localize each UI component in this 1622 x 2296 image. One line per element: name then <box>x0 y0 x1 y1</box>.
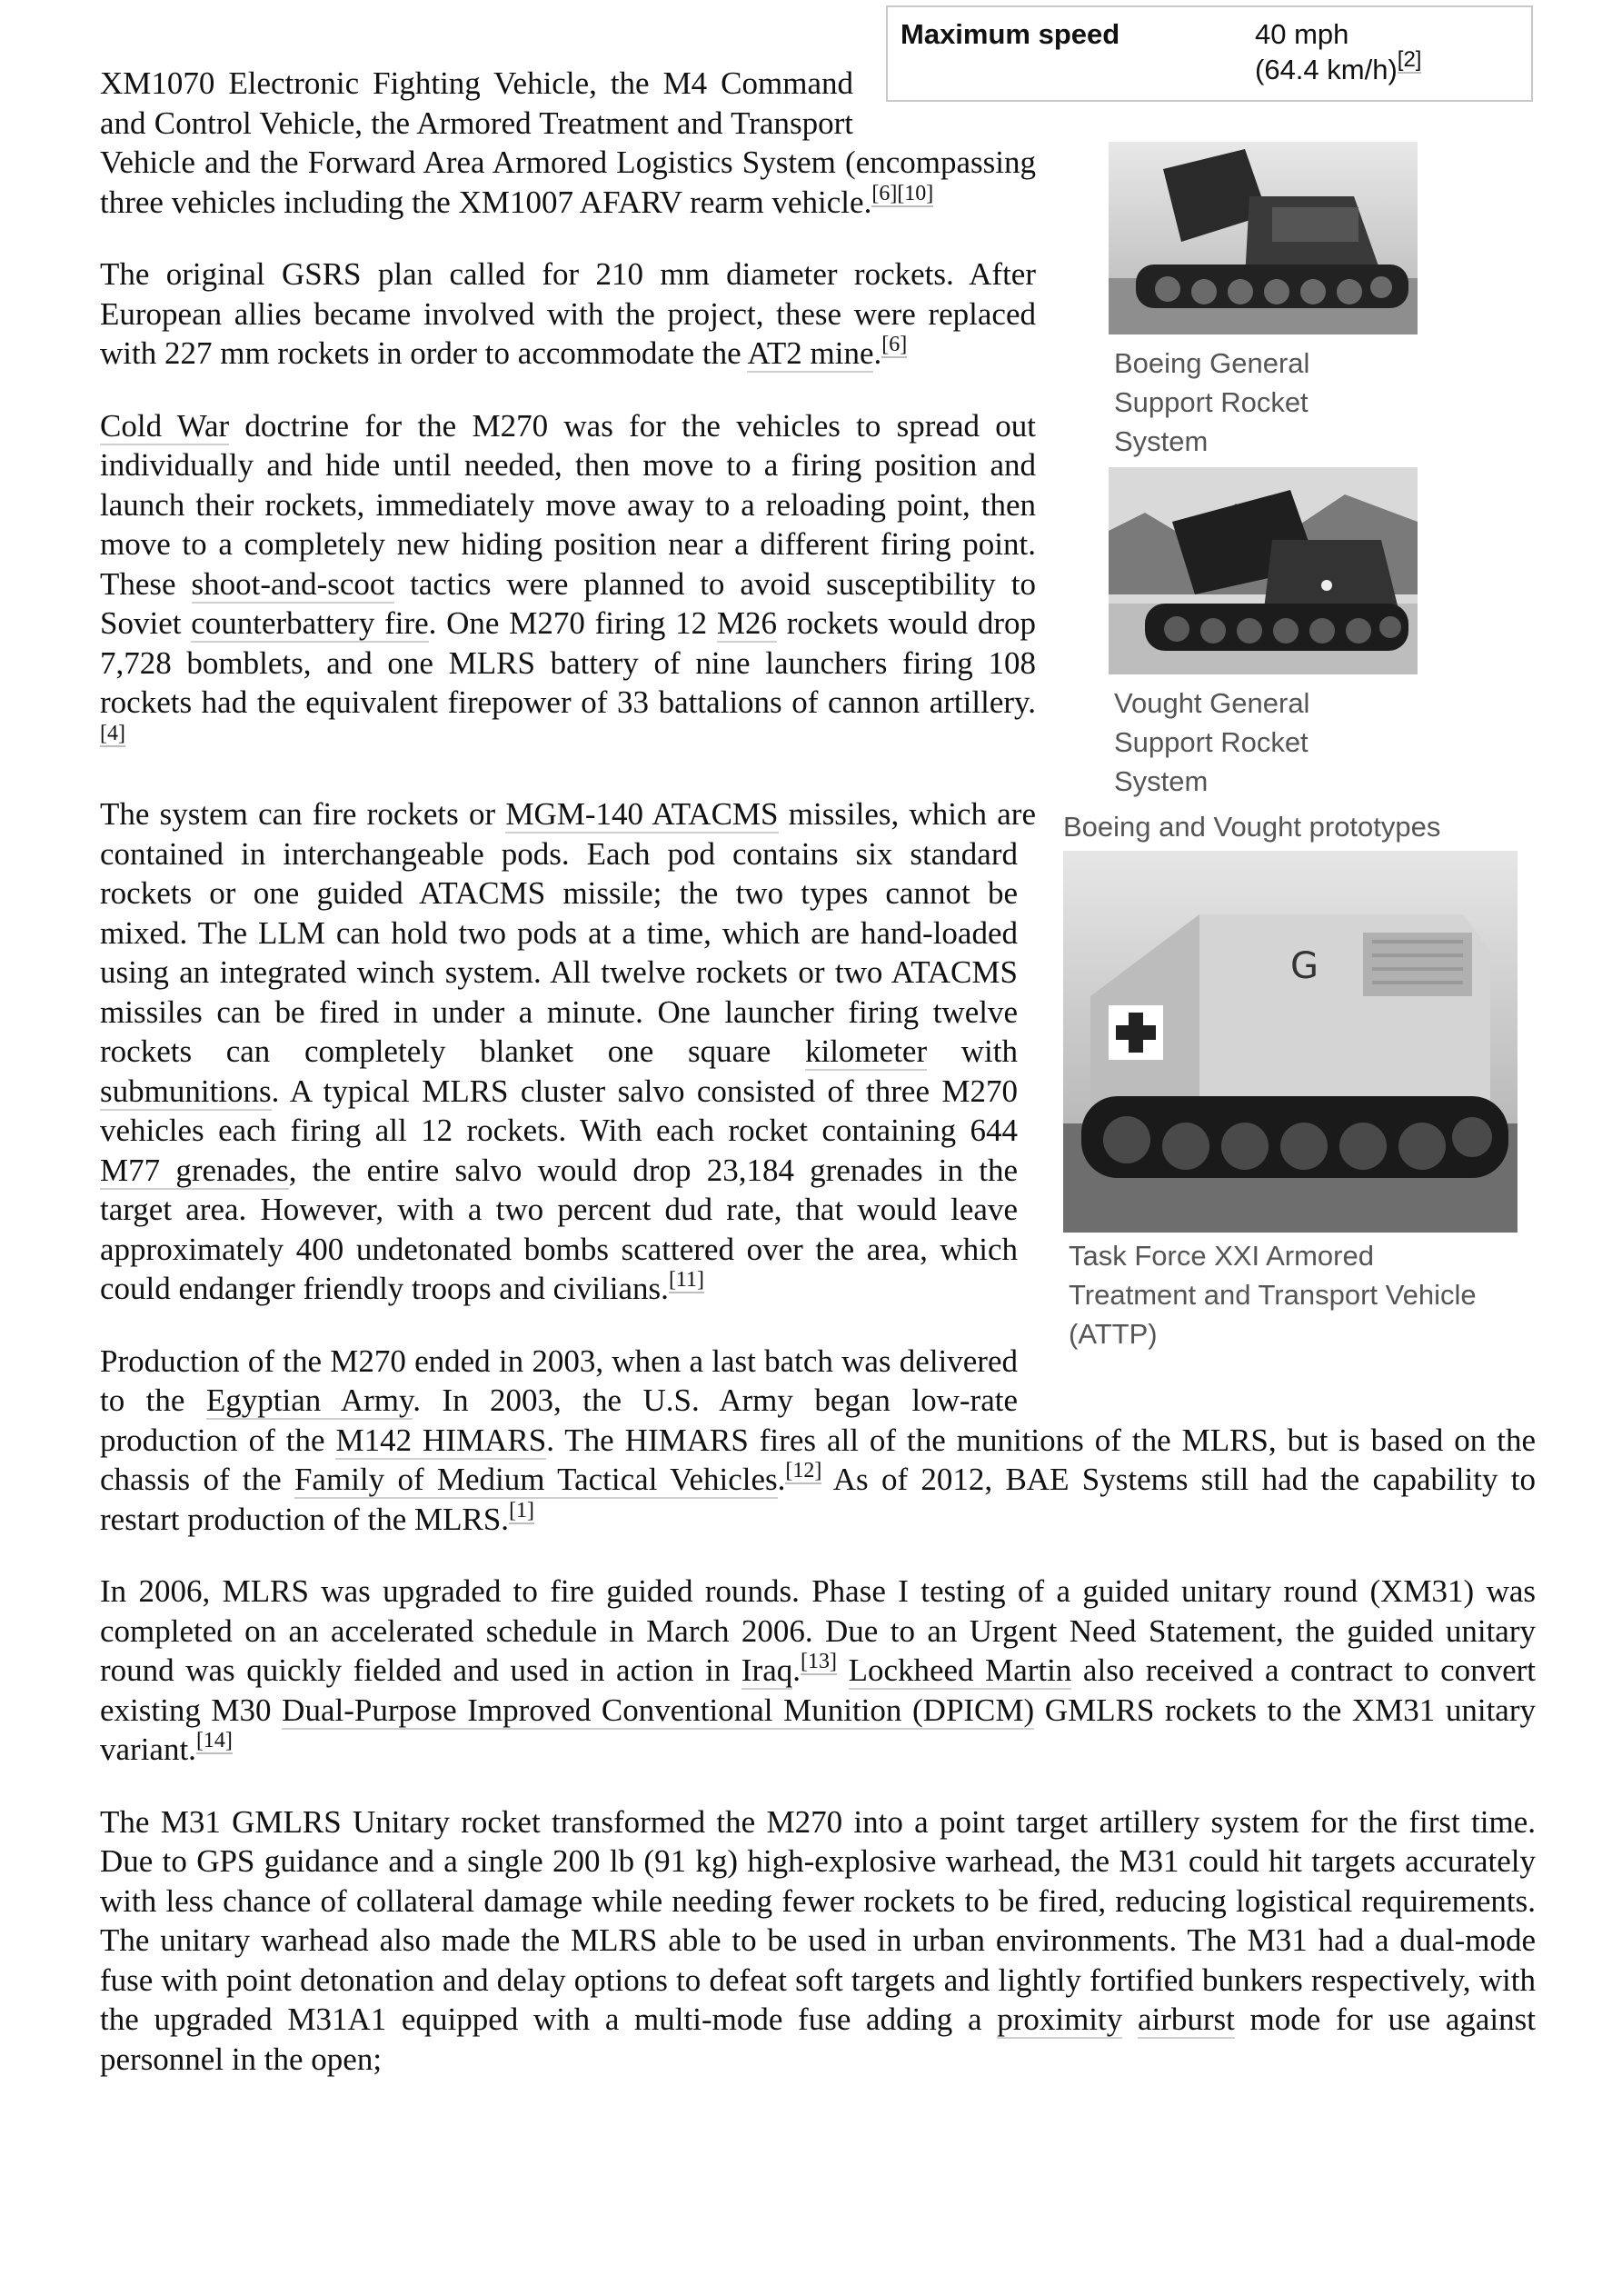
paragraph-production: Production of the M270 ended in 2003, when a last batch was delivered to the Egyptian Army. In 2003, the U.S. Army began low-rate production of the M142 HIMARS. The HIMARS fires all of the munitions of the MLRS, but is based on the chassis of the Family of Medium Tactical Vehicles.[12] As of 2012, BAE Systems still had the capability to restart production of the MLRS.[1] <box>100 1343 1536 1537</box>
link-m142-himars[interactable]: M142 HIMARS <box>335 1422 547 1458</box>
gallery-caption: Boeing and Vought prototypes <box>1063 811 1441 843</box>
link-lockheed-martin[interactable]: Lockheed Martin <box>848 1652 1072 1688</box>
citation-link[interactable]: [11] <box>668 1268 705 1292</box>
svg-text:G: G <box>1290 945 1318 987</box>
link-fmtv[interactable]: Family of Medium Tactical Vehicles <box>294 1462 778 1497</box>
boeing-gsrs-photo[interactable] <box>1109 142 1418 334</box>
link-egyptian-army[interactable]: Egyptian Army <box>205 1383 413 1418</box>
infobox-label: Maximum speed <box>901 18 1120 50</box>
infobox-value <box>1255 16 1509 87</box>
paragraph-vehicles: XM1070 Electronic Fighting Vehicle, the M4 Command and Control Vehicle, the Armored Treatment and Transport Vehicle and the Forward Area Armored Logistics System (encompassing three vehicles including the XM1007 AFARV rearm vehicle.[6][10] <box>100 65 1036 220</box>
paragraph-gsrs-plan: The original GSRS plan called for 210 mm diameter rockets. After European allies became involved with the project, these were replaced with 227 mm rockets in order to accommodate the AT2 mine.[6] <box>100 256 1036 371</box>
citation-link[interactable]: [6] <box>881 333 908 356</box>
citation-link[interactable]: [14] <box>195 1729 233 1752</box>
paragraph-m31-gmlrs: The M31 GMLRS Unitary rocket transformed the M270 into a point target artillery system for the first time. Due to GPS guidance and a single 200 lb (91 kg) high-explosive warhead, the M31 could hit targets accurately with less chance of collateral damage while needing fewer rockets to be fired, reducing logistical requirements. The unitary warhead also made the MLRS able to be used in urban environments. The M31 had a dual-mode fuse with point detonation and delay options to defeat soft targets and lightly fortified bunkers respectively, with the upgraded M31A1 equipped with a multi-mode fuse adding a proximity airburst mode for use against personnel in the open; <box>100 1803 1536 2077</box>
infobox-value-line1: 40 mph <box>1255 18 1349 50</box>
citation-link[interactable]: [6] <box>871 181 898 205</box>
link-m26[interactable]: M26 <box>716 605 777 641</box>
attp-vehicle-photo[interactable] <box>1063 851 1518 1233</box>
paragraph-pods: The system can fire rockets or MGM-140 ATACMS missiles, which are contained in interchangeable pods. Each pod contains six standard rockets or one guided ATACMS missile; the two types cannot be mixed. The LLM can hold two pods at a time, which are hand-loaded using an integrated winch system. All twelve rockets or two ATACMS missiles can be fired in under a minute. One launcher firing twelve rockets can completely blanket one square kilometer with submunitions. A typical MLRS cluster salvo consisted of three M270 vehicles each firing all 12 rockets. With each rocket containing 644 M77 grenades, the entire salvo would drop 23,184 grenades in the target area. However, with a two percent dud rate, that would leave approximately 400 undetonated bombs scattered over the area, which could endanger friendly troops and civilians.[11] <box>100 796 1036 1306</box>
link-submunitions[interactable]: submunitions <box>100 1073 272 1109</box>
link-at2-mine[interactable]: AT2 mine <box>747 335 874 371</box>
gallery-caption-boeing: Boeing General Support Rocket System <box>1114 347 1310 457</box>
citation-link[interactable]: [4] <box>100 721 125 745</box>
link-cold-war[interactable]: Cold War <box>100 407 230 444</box>
link-mgm-140-atacms[interactable]: MGM-140 ATACMS <box>505 796 779 832</box>
infobox-container <box>886 5 1547 142</box>
link-dpicm[interactable]: Dual-Purpose Improved Conventional Munition (DPICM) <box>282 1692 1035 1728</box>
paragraph-guided-rounds: In 2006, MLRS was upgraded to fire guided rounds. Phase I testing of a guided unitary round (XM31) was completed on an accelerated schedule in March 2006. Due to an Urgent Need Statement, the guided unitary round was quickly fielded and used in action in Iraq.[13] Lockheed Martin also received a contract to convert existing M30 Dual-Purpose Improved Conventional Munition (DPICM) GMLRS rockets to the XM31 unitary variant.[14] <box>100 1573 1537 1767</box>
link-counterbattery-fire[interactable]: counterbattery fire <box>191 605 429 641</box>
link-kilometer[interactable]: kilometer <box>804 1033 928 1069</box>
vought-gsrs-photo[interactable] <box>1109 467 1418 674</box>
link-proximity[interactable]: proximity <box>997 2002 1123 2037</box>
link-shoot-and-scoot[interactable]: shoot-and-scoot <box>191 565 395 602</box>
citation-link[interactable]: [10] <box>897 181 934 205</box>
citation-link[interactable]: [12] <box>785 1459 822 1482</box>
attp-figure <box>1063 851 1536 1414</box>
link-iraq[interactable]: Iraq <box>741 1652 793 1688</box>
citation-link[interactable]: [1] <box>509 1498 535 1522</box>
paragraph-doctrine: Cold War doctrine for the M270 was for the vehicles to spread out individually and hide until needed, then move to a firing position and launch their rockets, immediately move away to a reloading point, then move to a completely new hiding position near a different firing point. These shoot-and-scoot tactics were planned to avoid susceptibility to Soviet counterbattery fire. One M270 firing 12 M26 rockets would drop 7,728 bomblets, and one MLRS battery of nine launchers firing 108 rockets had the equivalent firepower of 33 battalions of cannon artillery.[4] <box>100 407 1036 745</box>
link-airburst[interactable]: airburst <box>1137 2002 1235 2037</box>
citation-link[interactable]: [2] <box>1397 47 1422 72</box>
attp-caption: Task Force XXI Armored Treatment and Transport Vehicle (ATTP) <box>1069 1240 1477 1350</box>
citation-link[interactable]: [13] <box>801 1650 837 1673</box>
infobox-speed-row <box>886 5 1533 102</box>
article-content <box>100 18 1537 2111</box>
gallery-caption-vought: Vought General Support Rocket System <box>1114 687 1310 797</box>
infobox-value-line2: (64.4 km/h) <box>1255 54 1398 85</box>
prototype-gallery <box>1063 142 1536 851</box>
link-m77-grenades[interactable]: M77 grenades <box>100 1152 289 1188</box>
